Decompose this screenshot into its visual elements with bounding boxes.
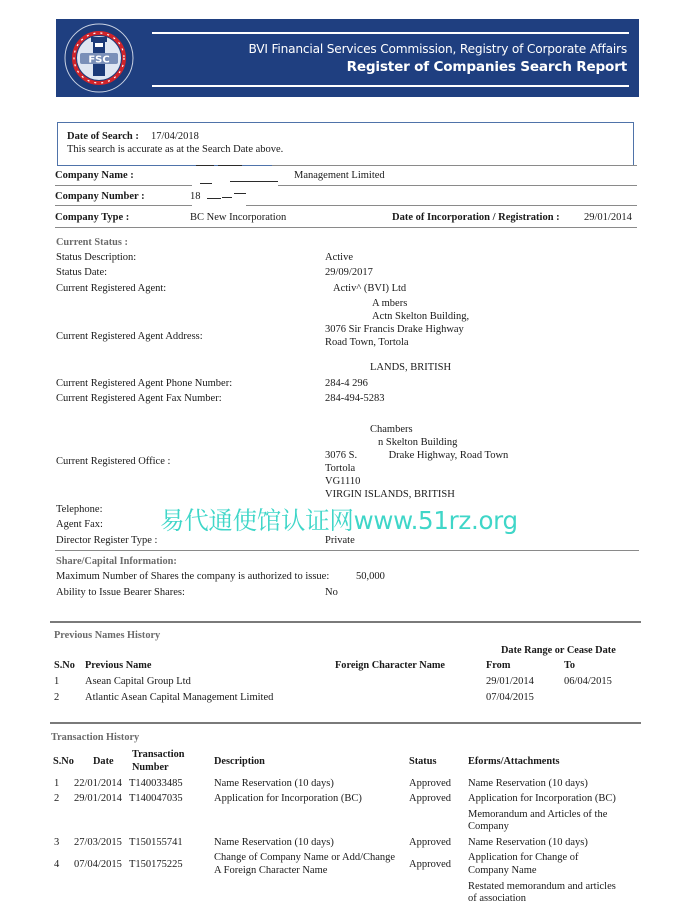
divider — [50, 722, 641, 724]
transaction-history-title: Transaction History — [51, 732, 140, 743]
row-description: Change of Company Name or Add/Change — [214, 852, 396, 863]
col-attachments: Eforms/Attachments — [468, 756, 560, 767]
col-previous-name: Previous Name — [85, 660, 152, 671]
redaction-mark — [196, 165, 214, 166]
redaction-mark — [222, 197, 232, 198]
status-date-label: Status Date: — [56, 267, 108, 278]
row-number: T150155741 — [129, 837, 183, 848]
row-date: 27/03/2015 — [74, 837, 122, 848]
registered-office-line: 3076 S. Drake Highway, Road Town — [325, 450, 509, 461]
row-description: A Foreign Character Name — [214, 865, 328, 876]
row-status: Approved — [409, 837, 451, 848]
col-sno: S.No — [53, 756, 74, 767]
registered-agent-label: Current Registered Agent: — [56, 283, 167, 294]
divider — [55, 227, 637, 228]
company-name-value: Management Limited — [294, 170, 385, 181]
row-name: Atlantic Asean Capital Management Limited — [85, 692, 274, 703]
telephone-label: Telephone: — [56, 504, 103, 515]
row-name: Asean Capital Group Ltd — [85, 676, 191, 687]
row-description: Name Reservation (10 days) — [214, 778, 334, 789]
attachment-link[interactable]: Company Name — [468, 865, 537, 876]
col-description: Description — [214, 756, 265, 767]
registered-office-label: Current Registered Office : — [56, 456, 171, 467]
row-number: T140047035 — [129, 793, 183, 804]
max-shares-value: 50,000 — [356, 571, 385, 582]
col-status: Status — [409, 756, 437, 767]
agent-fax-label: Current Registered Agent Fax Number: — [56, 393, 222, 404]
redaction-mark — [272, 165, 637, 166]
registered-office-line: Tortola — [325, 463, 356, 474]
current-status-title: Current Status : — [56, 237, 128, 248]
row-sno: 2 — [54, 793, 60, 804]
bearer-shares-label: Ability to Issue Bearer Shares: — [56, 587, 185, 598]
row-sno: 1 — [54, 676, 60, 687]
registered-office-line: VG1110 — [325, 476, 361, 487]
agent-address-line: 3076 Sir Francis Drake Highway — [325, 324, 464, 335]
company-number-value: 18 — [190, 191, 201, 202]
row-sno: 4 — [54, 859, 60, 870]
director-register-type-label: Director Register Type : — [56, 535, 158, 546]
agent-fax-label-2: Agent Fax: — [56, 519, 103, 530]
redaction-mark — [234, 193, 246, 194]
previous-names-title: Previous Names History — [54, 630, 161, 641]
registered-office-line: Chambers — [370, 424, 413, 435]
company-name-label: Company Name : — [55, 170, 134, 181]
redaction-mark — [200, 183, 212, 184]
agent-address-label: Current Registered Agent Address: — [56, 331, 203, 342]
col-date: Date — [93, 756, 114, 767]
company-number-label: Company Number : — [55, 191, 145, 202]
agent-address-line: Actn Skelton Building, — [372, 311, 470, 322]
row-status: Approved — [409, 778, 451, 789]
row-date: 22/01/2014 — [74, 778, 122, 789]
banner-title: Register of Companies Search Report — [346, 59, 627, 75]
divider — [278, 185, 637, 186]
agent-address-line: Road Town, Tortola — [325, 337, 409, 348]
agent-address-line: A mbers — [372, 298, 408, 309]
attachment-link[interactable]: Name Reservation (10 days) — [468, 778, 588, 789]
status-description-label: Status Description: — [56, 252, 137, 263]
search-info-box — [57, 122, 634, 166]
agent-phone-value: 284-4 296 — [325, 378, 368, 389]
incorporation-date-value: 29/01/2014 — [584, 212, 632, 223]
row-number: T140033485 — [129, 778, 183, 789]
date-range-header: Date Range or Cease Date — [501, 645, 616, 656]
row-date: 07/04/2015 — [74, 859, 122, 870]
row-sno: 2 — [54, 692, 60, 703]
banner-subtitle: BVI Financial Services Commission, Registry of Corporate Affairs — [248, 42, 627, 56]
attachment-link[interactable]: Application for Incorporation (BC) — [468, 793, 616, 804]
attachment-link[interactable]: Application for Change of — [468, 852, 579, 863]
share-capital-title: Share/Capital Information: — [56, 556, 177, 567]
max-shares-label: Maximum Number of Shares the company is authorized to issue: — [56, 571, 330, 582]
divider — [246, 205, 637, 206]
row-sno: 1 — [54, 778, 60, 789]
row-description: Application for Incorporation (BC) — [214, 793, 362, 804]
redaction-mark — [218, 165, 242, 166]
row-from: 29/01/2014 — [486, 676, 534, 687]
banner-rule-top — [152, 32, 629, 34]
attachment-link[interactable]: Restated memorandum and articles — [468, 881, 616, 892]
agent-address-line: LANDS, BRITISH — [370, 362, 452, 373]
redaction-mark — [230, 181, 278, 182]
attachment-link[interactable]: Name Reservation (10 days) — [468, 837, 588, 848]
col-foreign-name: Foreign Character Name — [335, 660, 445, 671]
watermark-text: 易代通使馆认证网www.51rz.org — [160, 506, 518, 535]
registered-office-line: VIRGIN ISLANDS, BRITISH — [325, 489, 455, 500]
status-description-value: Active — [325, 252, 353, 263]
banner-rule-bottom — [152, 85, 629, 87]
col-sno: S.No — [54, 660, 75, 671]
incorporation-date-label: Date of Incorporation / Registration : — [392, 212, 560, 223]
search-date-label: Date of Search : — [67, 131, 139, 142]
divider — [55, 205, 192, 206]
agent-fax-value: 284-494-5283 — [325, 393, 385, 404]
search-date-value: 17/04/2018 — [151, 131, 199, 142]
bearer-shares-value: No — [325, 587, 338, 598]
row-status: Approved — [409, 859, 451, 870]
divider — [50, 621, 641, 623]
fsc-logo-icon — [64, 23, 134, 93]
header-banner — [56, 19, 639, 97]
attachment-link[interactable]: Memorandum and Articles of the — [468, 809, 608, 820]
row-status: Approved — [409, 793, 451, 804]
col-from: From — [486, 660, 511, 671]
col-to: To — [564, 660, 576, 671]
redaction-mark — [207, 198, 221, 199]
row-number: T150175225 — [129, 859, 183, 870]
row-to: 06/04/2015 — [564, 676, 612, 687]
status-date-value: 29/09/2017 — [325, 267, 373, 278]
col-transaction: Transaction — [132, 749, 185, 760]
attachment-link[interactable]: of association — [468, 893, 527, 904]
row-from: 07/04/2015 — [486, 692, 534, 703]
registered-agent-value: Activ^ (BVI) Ltd — [333, 283, 407, 294]
search-note: This search is accurate as at the Search Date above. — [67, 144, 284, 155]
director-register-type-value: Private — [325, 535, 355, 546]
svg-text:FSC: FSC — [88, 54, 110, 66]
company-type-label: Company Type : — [55, 212, 130, 223]
registered-office-line: n Skelton Building — [378, 437, 458, 448]
divider — [55, 550, 639, 551]
divider — [55, 185, 192, 186]
company-type-value: BC New Incorporation — [190, 212, 287, 223]
row-date: 29/01/2014 — [74, 793, 122, 804]
col-number: Number — [132, 762, 169, 773]
row-description: Name Reservation (10 days) — [214, 837, 334, 848]
attachment-link[interactable]: Company — [468, 821, 509, 832]
row-sno: 3 — [54, 837, 60, 848]
agent-phone-label: Current Registered Agent Phone Number: — [56, 378, 233, 389]
